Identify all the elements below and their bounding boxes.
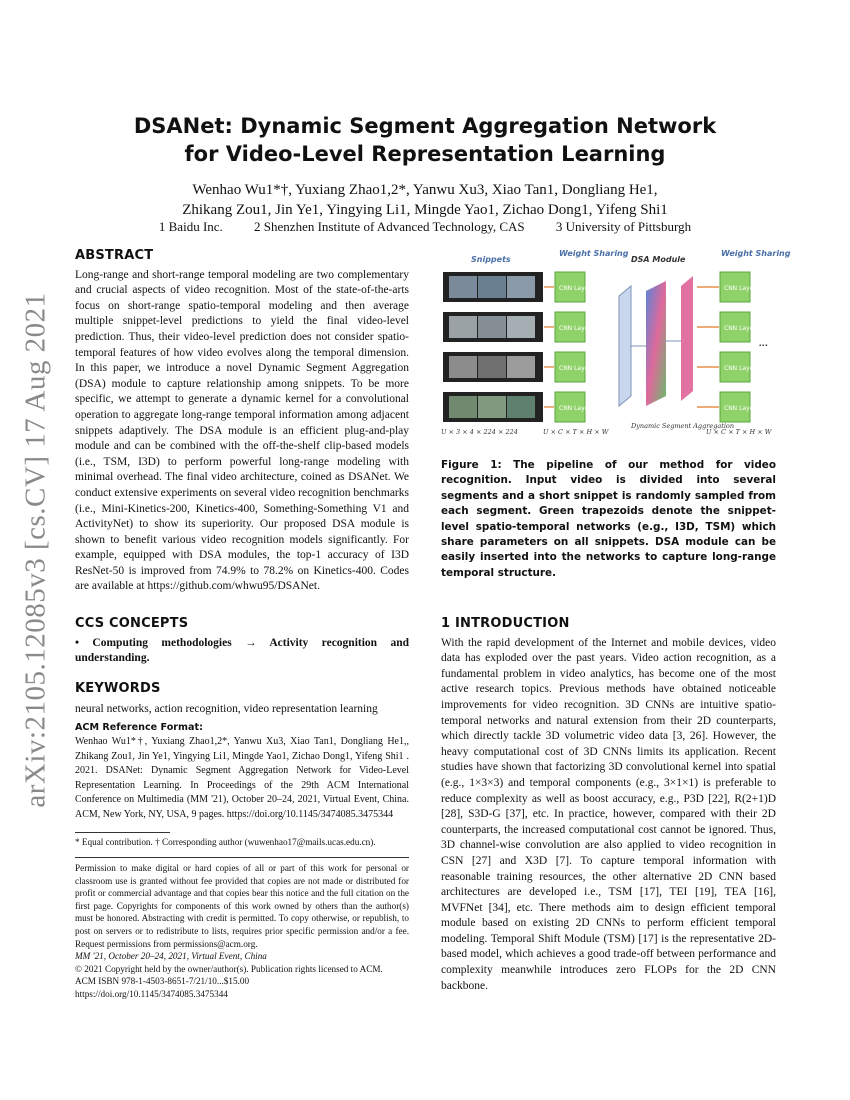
arxiv-stamp-text: arXiv:2105.12085v3 [cs.CV] 17 Aug 2021	[19, 292, 52, 808]
aggregation-label: Dynamic Segment Aggregation	[631, 422, 735, 430]
ccs-section	[75, 616, 409, 667]
pipeline-diagram	[441, 246, 791, 442]
title-line-2: for Video-Level Representation Learning	[184, 142, 666, 166]
output-dims: U × C × T × H × W	[706, 428, 772, 436]
figure-1	[441, 246, 791, 442]
ellipsis: ...	[759, 339, 769, 348]
affiliation-3: 3 University of Pittsburgh	[555, 219, 692, 234]
filmstrip-4	[443, 392, 543, 422]
abstract-section	[75, 248, 409, 595]
acm-ref-heading: ACM Reference Format:	[75, 722, 203, 733]
ccs-text: • Computing methodologies → Activity recognition and understanding.	[75, 636, 409, 665]
cnn-label-8: CNN Layers	[724, 405, 759, 412]
keywords-section	[75, 681, 409, 717]
input-arrows	[544, 287, 554, 407]
cnn-label-7: CNN Layers	[724, 365, 759, 372]
input-dims: U × 3 × 4 × 224 × 224	[441, 428, 518, 436]
author-list	[75, 180, 775, 220]
weight-sharing-label-1: Weight Sharing	[559, 249, 629, 258]
filmstrip-1	[443, 272, 543, 302]
keywords-text: neural networks, action recognition, video representation learning	[75, 702, 378, 715]
affiliations	[75, 219, 775, 235]
permission-copyright: © 2021 Copyright held by the owner/author(s). Publication rights licensed to ACM.	[75, 963, 383, 974]
dsa-module-graphic	[619, 276, 693, 406]
cnn-label-4: CNN Layers	[559, 405, 594, 412]
cnn-stack-left	[555, 272, 594, 422]
keywords-heading: KEYWORDS	[75, 681, 161, 696]
cnn-label-1: CNN Layers	[559, 285, 594, 292]
dsa-module-label: DSA Module	[631, 255, 686, 264]
figure-1-caption: Figure 1: The pipeline of our method for video recognition. Input video is divided into several segments and a short snippet is randomly sampled from each segment. Green trapezoids denote the snippet-level spatio-temporal networks (e.g., I3D, TSM) which share parameters on all snippets. DSA module can be easily inserted into the networks to capture long-range temporal structure.	[441, 459, 776, 579]
permission-text: Permission to make digital or hard copies of all or part of this work for personal or classroom use is granted without fee provided that copies are not made or distributed for profit or commercial advantage and that copies bear this notice and the full citation on the first page. Copyrights for components of this work owned by others than the author(s) must be honored. Abstracting with credit is permitted. To copy otherwise, or republish, to post on servers or to redistribute to lists, requires prior specific permission and/or a fee. Request permissions from permissions@acm.org.	[75, 863, 409, 949]
authors-line-2: Zhikang Zou1, Jin Ye1, Yingying Li1, Mingde Yao1, Zichao Dong1, Yifeng Shi1	[182, 202, 668, 218]
cnn-label-6: CNN Layers	[724, 325, 759, 332]
affiliation-1: 1 Baidu Inc.	[158, 219, 223, 234]
permission-venue: MM '21, October 20–24, 2021, Virtual Event, China	[75, 951, 267, 962]
permission-isbn: ACM ISBN 978-1-4503-8651-7/21/10...$15.00	[75, 976, 250, 987]
authors-line-1: Wenhao Wu1*†, Yuxiang Zhao1,2*, Yanwu Xu3, Xiao Tan1, Dongliang He1,	[192, 182, 658, 198]
affiliation-2: 2 Shenzhen Institute of Advanced Technology, CAS	[254, 219, 525, 234]
paper-title	[75, 112, 775, 168]
footnote-block	[75, 832, 409, 849]
snippets-label: Snippets	[471, 255, 511, 264]
ccs-heading: CCS CONCEPTS	[75, 616, 189, 631]
cnn-stack-right	[720, 272, 759, 422]
title-line-1: DSANet: Dynamic Segment Aggregation Network	[133, 114, 717, 138]
cnn-label-2: CNN Layers	[559, 325, 594, 332]
output-arrows	[697, 287, 719, 407]
feature-dims: U × C × T × H × W	[543, 428, 609, 436]
permission-block	[75, 857, 409, 1001]
weight-sharing-label-2: Weight Sharing	[721, 249, 791, 258]
introduction-heading: 1 INTRODUCTION	[441, 616, 570, 631]
permission-doi: https://doi.org/10.1145/3474085.3475344	[75, 988, 228, 999]
abstract-heading: ABSTRACT	[75, 248, 154, 263]
arxiv-side-stamp	[14, 290, 58, 810]
cnn-label-5: CNN Layers	[724, 285, 759, 292]
filmstrip-3	[443, 352, 543, 382]
introduction-text: With the rapid development of the Internet and mobile devices, video data has exploded over the past years. Video action recognition, as a fundamental problem in video analytics, has become one of the most active research topics. Previous methods have obtained noticeable improvements for video recognition. 3D CNNs are intuitive spatio-temporal networks and natural extension from their 2D counterparts, which directly tackle 3D volumetric video data [3, 26]. However, the heavy computational cost of 3D CNNs limits its application. Recent studies have shown that factorizing 3D convolutional kernel into spatial (e.g., 1×3×3) and temporal components (e.g., 3×1×1) is preferable to reduce complexity as well as boost accuracy, e.g., P3D [22], R(2+1)D [28], S3D-G [37], etc. In practice, however, compared with their 2D counterparts, the increased computational cost cannot be ignored. Thus, 3D channel-wise convolution are also applied to video recognition in CSN [27] and X3D [7]. To capture temporal information with reasonable training resources, the other alternative 2D CNN based architectures are developed i.e., TSM [17], TEI [19], TEA [16], MVFNet [34], etc. There methods aim to design efficient temporal module based on existing 2D CNNs to perform efficient temporal modeling. Temporal Shift Module (TSM) [17] is the representative 2D-based model, which achieves a good trade-off between performance and complexity meanwhile introduces zero FLOPs for the 2D CNN backbone.	[441, 636, 776, 992]
footnote-rule	[75, 832, 170, 833]
footnote-text: * Equal contribution. † Corresponding author (wuwenhao17@mails.ucas.edu.cn).	[75, 837, 376, 847]
cnn-label-3: CNN Layers	[559, 365, 594, 372]
permission-rule	[75, 857, 409, 858]
acm-reference-format	[75, 722, 409, 823]
acm-ref-text: Wenhao Wu1*†, Yuxiang Zhao1,2*, Yanwu Xu3, Xiao Tan1, Dongliang He1,, Zhikang Zou1, Jin Ye1, Yingying Li1, Mingde Yao1, Zichao Dong1, Yifeng Shi1 . 2021. DSANet: Dynamic Segment Aggregation Network for Video-Level Representation Learning. In Proceedings of the 29th ACM International Conference on Multimedia (MM '21), October 20–24, 2021, Virtual Event, China. ACM, New York, NY, USA, 9 pages. https://doi.org/10.1145/3474085.3475344	[75, 736, 409, 820]
filmstrip-2	[443, 312, 543, 342]
abstract-text: Long-range and short-range temporal modeling are two complementary and crucial aspects of video recognition. Most of the state-of-the-arts focus on short-range spatio-temporal modeling and then average multiple snippet-level predictions to yield the final video-level prediction. Thus, their video-level prediction does not consider spatio-temporal features of how video evolves along the temporal dimension. In this paper, we introduce a novel Dynamic Segment Aggregation (DSA) module to capture relationship among snippets. To be more specific, we attempt to generate a dynamic kernel for a convolutional operation to aggregate long-range temporal information among adjacent snippets adaptively. The DSA module is an efficient plug-and-play module and can be combined with the off-the-shelf clip-based models (i.e., TSM, I3D) to perform powerful long-range modeling with minimal overhead. The final video architecture, coined as DSANet. We conduct extensive experiments on several video recognition benchmarks (i.e., Mini-Kinetics-200, Kinetics-400, Something-Something V1 and ActivityNet) to show its superiority. Our proposed DSA module is shown to benefit various video recognition models significantly. For example, equipped with DSA modules, the top-1 accuracy of I3D ResNet-50 is improved from 74.9% to 78.2% on Kinetics-400. Codes are available at https://github.com/whwu95/DSANet.	[75, 268, 409, 593]
introduction-section	[441, 616, 776, 994]
